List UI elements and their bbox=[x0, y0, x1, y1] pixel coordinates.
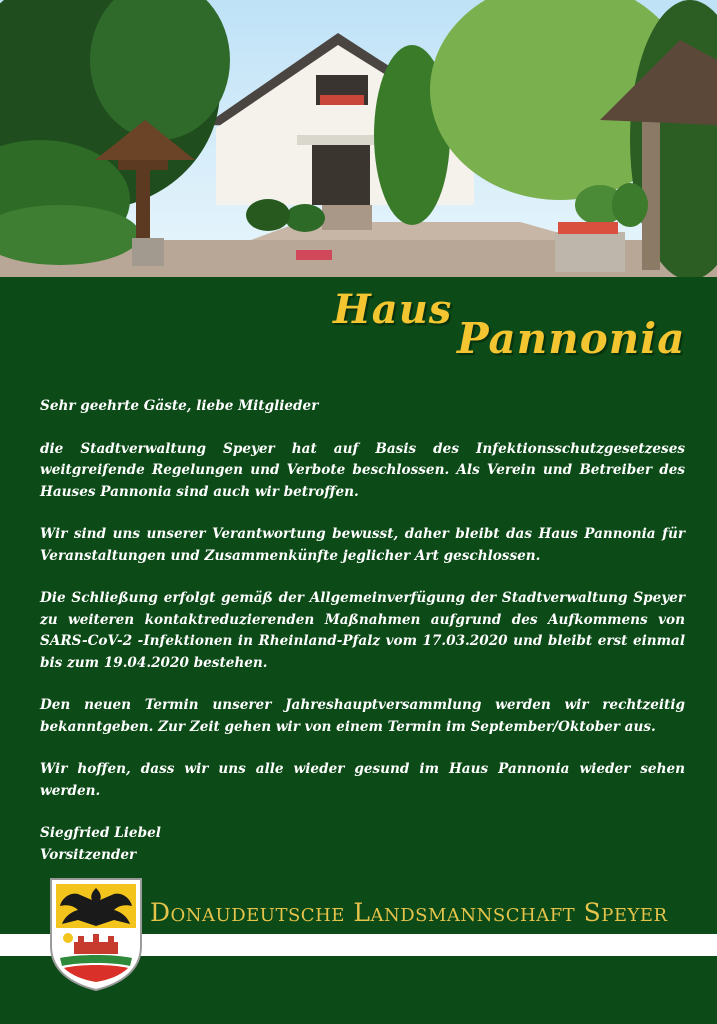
house-photo bbox=[0, 0, 717, 277]
letter-body bbox=[40, 396, 685, 866]
letter-paragraph: Wir sind uns unserer Verantwortung bewusst, daher bleibt das Haus Pannonia für Veranstaltungen und Zusammenkünfte jeglicher Art geschlossen. bbox=[40, 526, 685, 564]
letter-paragraph: Die Schließung erfolgt gemäß der Allgemeinverfügung der Stadtverwaltung Speyer zu weiteren kontaktreduzierenden Maßnahmen aufgrund des Aufkommens von SARS-CoV-2 -Infektionen in Rheinland-Pfalz vom 17.03.2020 und bleibt erst einmal bis zum 19.04.2020 bestehen. bbox=[40, 590, 685, 671]
signature-name: Siegfried Liebel bbox=[40, 825, 161, 841]
organization-name: Donaudeutsche Landsmannschaft Speyer bbox=[150, 898, 668, 927]
letter-paragraph: die Stadtverwaltung Speyer hat auf Basis des Infektionsschutzgesetzeses weitgreifende Regelungen und Verbote beschlossen. Als Verein und Betreiber des Hauses Pannonia sind auch wir betroffen. bbox=[40, 440, 685, 500]
title-word-haus: Haus bbox=[333, 286, 453, 333]
coat-of-arms-icon bbox=[48, 876, 144, 992]
letter-salutation: Sehr geehrte Gäste, liebe Mitglieder bbox=[40, 398, 319, 414]
letter-paragraph: Den neuen Termin unserer Jahreshauptversammlung werden wir rechtzeitig bekanntgeben. Zur Zeit gehen wir von einem Termin im September/Oktober aus. bbox=[40, 697, 685, 735]
signature-role: Vorsitzender bbox=[40, 846, 137, 863]
letter-paragraph: Wir hoffen, dass wir uns alle wieder gesund im Haus Pannonia wieder sehen werden. bbox=[40, 761, 685, 799]
title-word-pannonia: Pannonia bbox=[457, 314, 686, 363]
